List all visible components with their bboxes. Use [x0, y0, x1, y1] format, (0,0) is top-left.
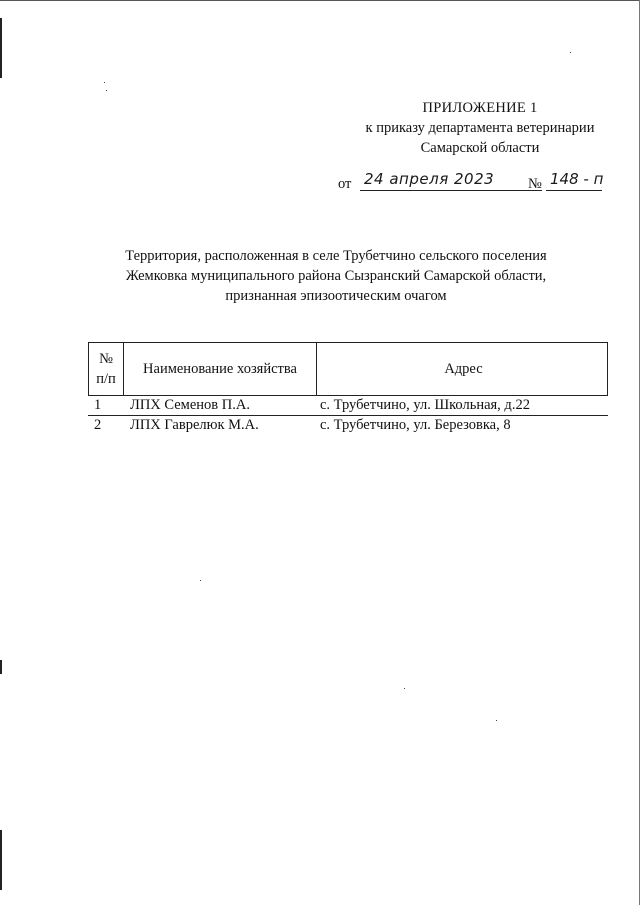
document-title-line: признанная эпизоотическим очагом	[225, 288, 447, 304]
column-header-number	[89, 343, 123, 395]
document-title	[96, 246, 576, 306]
column-header-number-pp: п/п	[96, 371, 116, 387]
order-number-label: №	[528, 176, 542, 192]
scan-speck	[104, 82, 105, 83]
appendix-region: Самарской области	[420, 140, 540, 156]
cell-farm-name: ЛПХ Семенов П.А.	[130, 397, 250, 413]
date-underline	[360, 190, 542, 191]
number-underline	[546, 190, 602, 191]
cell-address: с. Трубетчино, ул. Школьная, д.22	[320, 397, 530, 413]
scan-edge-mark	[0, 18, 2, 78]
cell-address: с. Трубетчино, ул. Березовка, 8	[320, 417, 511, 433]
column-header-number-sign: №	[99, 351, 113, 367]
scan-speck	[200, 580, 201, 581]
cell-farm-name: ЛПХ Гаврелюк М.А.	[130, 417, 259, 433]
appendix-heading	[330, 98, 630, 158]
order-reference	[338, 172, 608, 196]
cell-number: 2	[94, 417, 102, 433]
table-row	[88, 416, 608, 435]
document-title-line: Жемковка муниципального района Сызранский Самарской области,	[125, 268, 547, 284]
appendix-title: ПРИЛОЖЕНИЕ 1	[422, 100, 538, 116]
scan-edge-mark	[0, 830, 2, 890]
scan-edge-mark	[0, 660, 2, 674]
column-header-farm-name: Наименование хозяйства	[123, 343, 316, 395]
scan-border-top	[0, 0, 640, 1]
appendix-order-reference: к приказу департамента ветеринарии	[365, 120, 595, 136]
table-row	[88, 396, 608, 416]
document-title-line: Территория, расположенная в селе Трубетчино сельского поселения	[125, 248, 547, 264]
order-date-handwritten: 24 апреля 2023	[364, 170, 495, 188]
column-header-address: Адрес	[316, 343, 610, 395]
order-from-label: от	[338, 176, 352, 192]
scan-speck	[570, 52, 571, 53]
order-number-handwritten: 148 - п	[550, 170, 604, 188]
cell-number: 1	[94, 397, 102, 413]
scan-speck	[496, 720, 497, 721]
table-header	[88, 342, 608, 396]
scan-speck	[106, 90, 107, 91]
scan-speck	[404, 688, 405, 689]
farms-table	[88, 342, 608, 435]
